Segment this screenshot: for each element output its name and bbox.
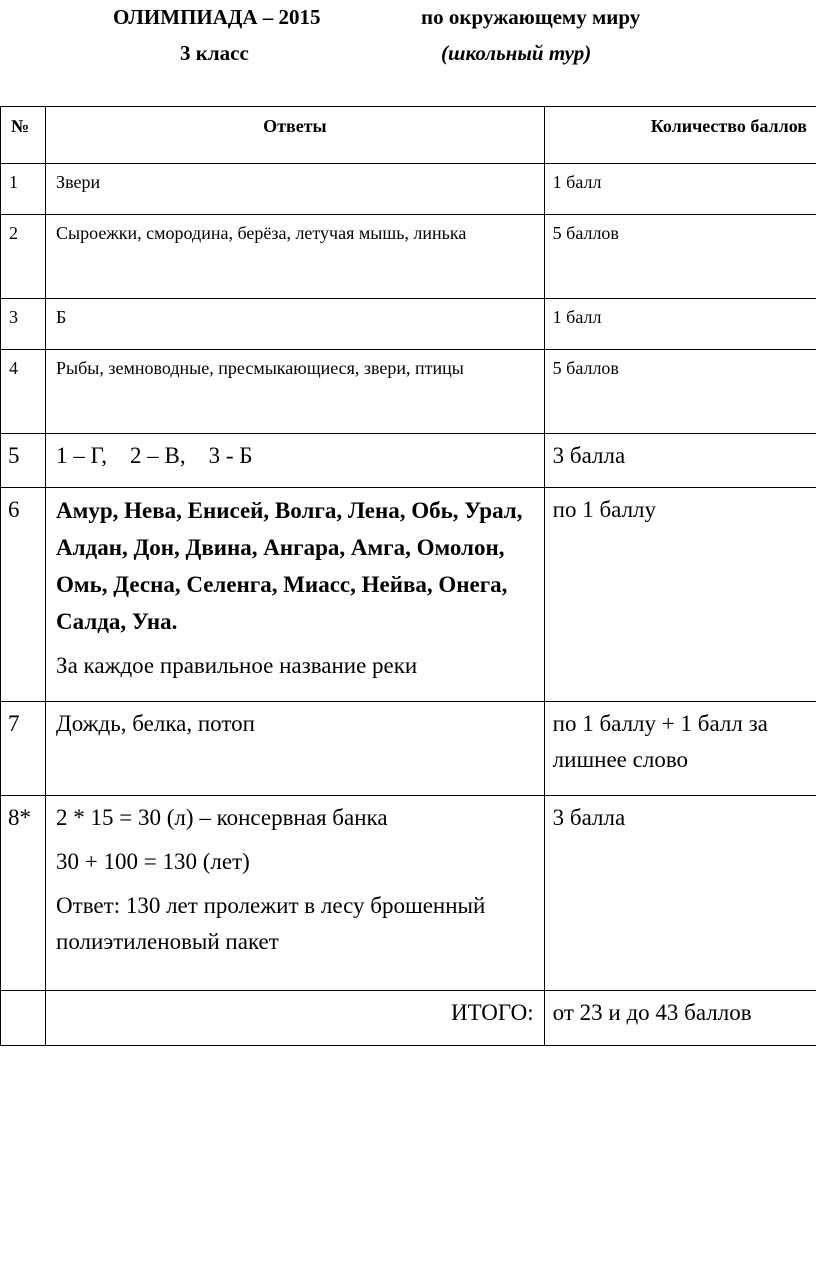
row-answer bbox=[46, 796, 545, 991]
row-number: 4 bbox=[1, 350, 46, 434]
table-row bbox=[1, 434, 816, 488]
row-answer: Сыроежки, смородина, берёза, летучая мышь, линька bbox=[46, 215, 545, 299]
row-answer: Дождь, белка, потоп bbox=[46, 702, 545, 796]
column-header-number: № bbox=[1, 107, 46, 164]
row-points: по 1 баллу + 1 балл за лишнее слово bbox=[544, 702, 816, 796]
row-answer bbox=[46, 488, 545, 702]
river-list: Амур, Нева, Енисей, Волга, Лена, Обь, Урал, Алдан, Дон, Двина, Ангара, Амга, Омолон, Омь, Десна, Селенга, Миасс, Нейва, Онега, Салда, Уна. bbox=[56, 498, 523, 634]
row-points: 1 балл bbox=[544, 299, 816, 350]
row-number: 2 bbox=[1, 215, 46, 299]
row-points: 3 балла bbox=[544, 796, 816, 991]
solution-line-2: 30 + 100 = 130 (лет) bbox=[56, 849, 250, 874]
row-points: по 1 баллу bbox=[544, 488, 816, 702]
table-row bbox=[1, 796, 816, 991]
document-header bbox=[0, 0, 816, 80]
column-header-points: Количество баллов bbox=[544, 107, 816, 164]
table-row bbox=[1, 488, 816, 702]
river-note: За каждое правильное название реки bbox=[56, 653, 418, 678]
table-row bbox=[1, 702, 816, 796]
total-row bbox=[1, 991, 816, 1046]
empty-cell bbox=[1, 991, 46, 1046]
stage-label: (школьный тур) bbox=[441, 41, 592, 65]
answers-table bbox=[0, 106, 816, 1046]
row-points: 1 балл bbox=[544, 164, 816, 215]
solution-answer: Ответ: 130 лет пролежит в лесу брошенный полиэтиленовый пакет bbox=[56, 893, 486, 954]
row-number: 3 bbox=[1, 299, 46, 350]
solution-line-1: 2 * 15 = 30 (л) – консервная банка bbox=[56, 805, 388, 830]
row-points: 5 баллов bbox=[544, 350, 816, 434]
row-number: 6 bbox=[1, 488, 46, 702]
table-header-row bbox=[1, 107, 816, 164]
row-number: 1 bbox=[1, 164, 46, 215]
subject-title: по окружающему миру bbox=[421, 5, 641, 29]
row-points: 3 балла bbox=[544, 434, 816, 488]
table-row bbox=[1, 164, 816, 215]
row-answer bbox=[46, 434, 545, 488]
column-header-answers: Ответы bbox=[46, 107, 545, 164]
row-number: 8* bbox=[1, 796, 46, 991]
olympiad-title: ОЛИМПИАДА – 2015 bbox=[113, 5, 321, 29]
row-points: 5 баллов bbox=[544, 215, 816, 299]
table-row bbox=[1, 299, 816, 350]
row-answer: Рыбы, земноводные, пресмыкающиеся, звери, птицы bbox=[46, 350, 545, 434]
row-answer: Звери bbox=[46, 164, 545, 215]
row-answer: Б bbox=[46, 299, 545, 350]
row-answer-text: 1 – Г, 2 – В, 3 - Б bbox=[56, 443, 253, 468]
total-label: ИТОГО: bbox=[46, 991, 545, 1046]
row-number: 5 bbox=[1, 434, 46, 488]
grade-label: 3 класс bbox=[180, 41, 249, 65]
table-row bbox=[1, 215, 816, 299]
total-value: от 23 и до 43 баллов bbox=[544, 991, 816, 1046]
row-number: 7 bbox=[1, 702, 46, 796]
table-row bbox=[1, 350, 816, 434]
